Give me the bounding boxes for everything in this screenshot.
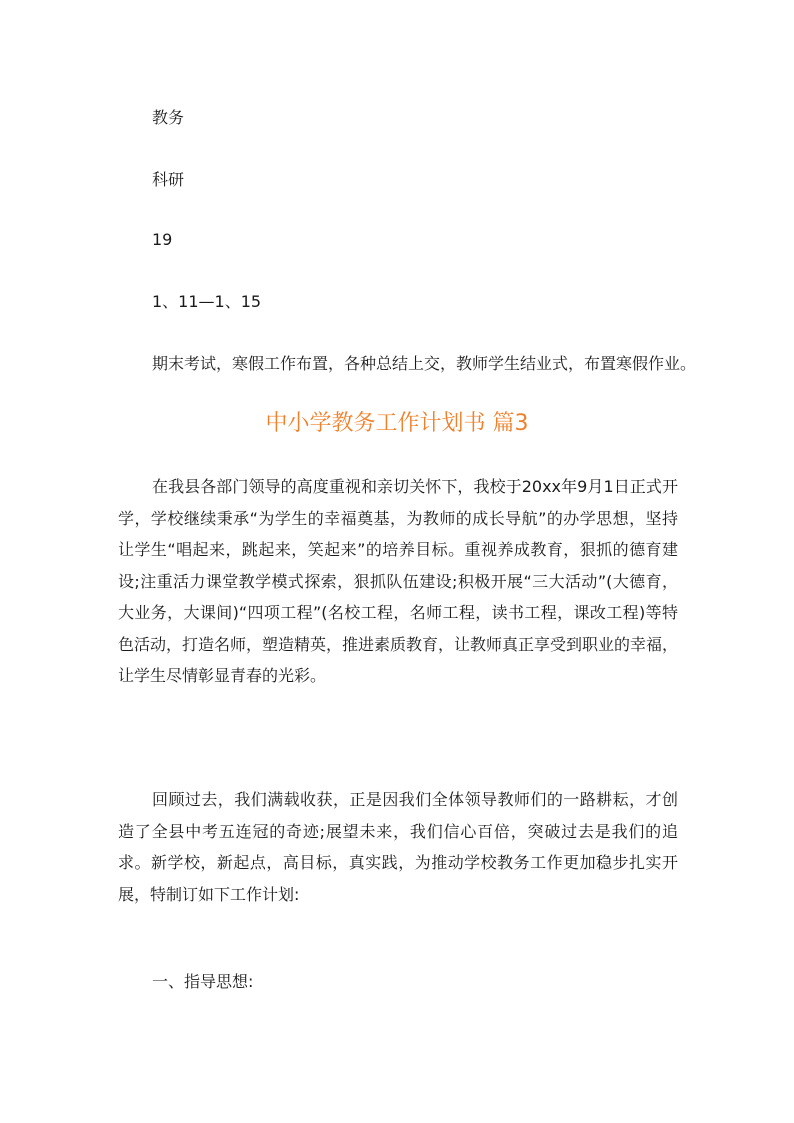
schedule-tasks: 期末考试，寒假工作布置，各种总结上交，教师学生结业式，布置寒假作业。	[152, 354, 697, 373]
schedule-dates: 1、11—1、15	[152, 292, 262, 311]
schedule-week-number: 19	[152, 230, 173, 249]
review-paragraph: 回顾过去，我们满载收获，正是因我们全体领导教师们的一路耕耘，才创造了全县中考五连冠的奇迹;展望未来，我们信心百倍，突破过去是我们的追求。新学校，新起点，高目标，真实践，为推动学校教务工作更加稳步扎实开展，特制订如下工作计划:	[118, 790, 678, 904]
intro-paragraph: 在我县各部门领导的高度重视和亲切关怀下，我校于20xx年9月1日正式开学，学校继续秉承“为学生的幸福奠基，为教师的成长导航”的办学思想，坚持让学生“唱起来，跳起来，笑起来”的培养目标。重视养成教育，狠抓的德育建设;注重活力课堂教学模式探索，狠抓队伍建设;积极开展“三大活动”(大德育，大业务，大课间)“四项工程”(名校工程，名师工程，读书工程，课改工程)等特色活动，打造名师，塑造精英，推进素质教育，让教师真正享受到职业的幸福，让学生尽情彰显青春的光彩。	[118, 477, 679, 685]
schedule-department: 教务	[152, 108, 185, 127]
schedule-subdepartment: 科研	[152, 170, 185, 189]
section-title: 中小学教务工作计划书 篇3	[265, 411, 529, 436]
guiding-ideology-heading: 一、指导思想:	[152, 972, 254, 991]
